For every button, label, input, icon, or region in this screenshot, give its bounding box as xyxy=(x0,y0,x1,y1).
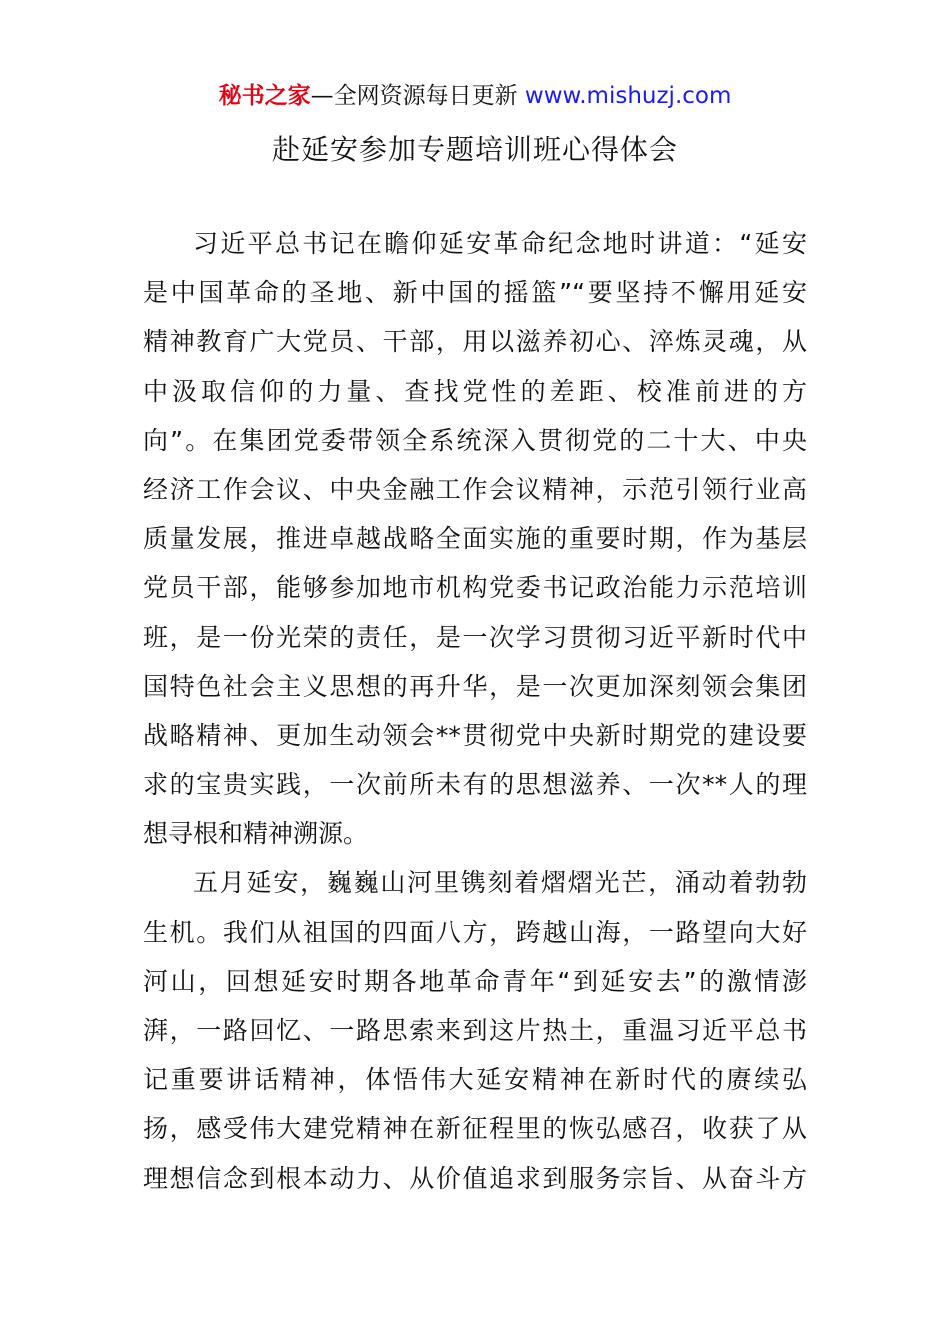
paragraph xyxy=(143,858,807,1202)
paragraph-line: 求的宝贵实践，一次前所未有的思想滋养、一次**人的理 xyxy=(143,770,807,800)
paragraph-line: 湃，一路回忆、一路思索来到这片热土，重温习近平总书 xyxy=(143,1016,807,1045)
paragraph xyxy=(143,219,807,858)
paragraph-line: 经济工作会议、中央金融工作会议精神，示范引领行业高 xyxy=(143,474,807,504)
paragraph-line: 理想信念到根本动力、从价值追求到服务宗旨、从奋斗方 xyxy=(143,1163,807,1193)
site-url-link[interactable]: www.mishuzj.com xyxy=(524,83,732,109)
paragraph-line: 扬，感受伟大建党精神在新征程里的恢弘感召，收获了从 xyxy=(143,1114,807,1144)
paragraph-line: 中汲取信仰的力量、查找党性的差距、校准前进的方 xyxy=(143,376,807,406)
document-title: 赴延安参加专题培训班心得体会 xyxy=(271,133,678,166)
paragraph-line: 记重要讲话精神，体悟伟大延安精神在新时代的赓续弘 xyxy=(143,1065,807,1095)
site-brand: 秘书之家 xyxy=(218,83,311,109)
document-body xyxy=(143,219,807,1203)
paragraph-line: 习近平总书记在瞻仰延安革命纪念地时讲道：“延安 xyxy=(193,229,807,258)
paragraph-line: 五月延安，巍巍山河里镌刻着熠熠光芒，涌动着勃勃 xyxy=(193,868,807,898)
paragraph-line: 精神教育广大党员、干部，用以滋养初心、淬炼灵魂，从 xyxy=(143,327,807,357)
paragraph-line: 党员干部，能够参加地市机构党委书记政治能力示范培训 xyxy=(143,573,807,603)
paragraph-line: 向”。在集团党委带领全系统深入贯彻党的二十大、中央 xyxy=(143,425,807,455)
site-header xyxy=(0,80,950,112)
paragraph-line: 生机。我们从祖国的四面八方，跨越山海，一路望向大好 xyxy=(143,917,807,947)
paragraph-line: 是中国革命的圣地、新中国的摇篮”“要坚持不懈用延安 xyxy=(143,278,807,308)
paragraph-line: 想寻根和精神溯源。 xyxy=(143,819,369,849)
paragraph-line: 质量发展，推进卓越战略全面实施的重要时期，作为基层 xyxy=(143,524,807,554)
site-slogan: —全网资源每日更新 xyxy=(310,83,518,109)
paragraph-line: 河山，回想延安时期各地革命青年“到延安去”的激情澎 xyxy=(143,966,807,996)
paragraph-line: 战略精神、更加生动领会**贯彻党中央新时期党的建设要 xyxy=(143,720,807,750)
paragraph-line: 班，是一份光荣的责任，是一次学习贯彻习近平新时代中 xyxy=(143,622,807,652)
paragraph-line: 国特色社会主义思想的再升华，是一次更加深刻领会集团 xyxy=(143,671,807,701)
